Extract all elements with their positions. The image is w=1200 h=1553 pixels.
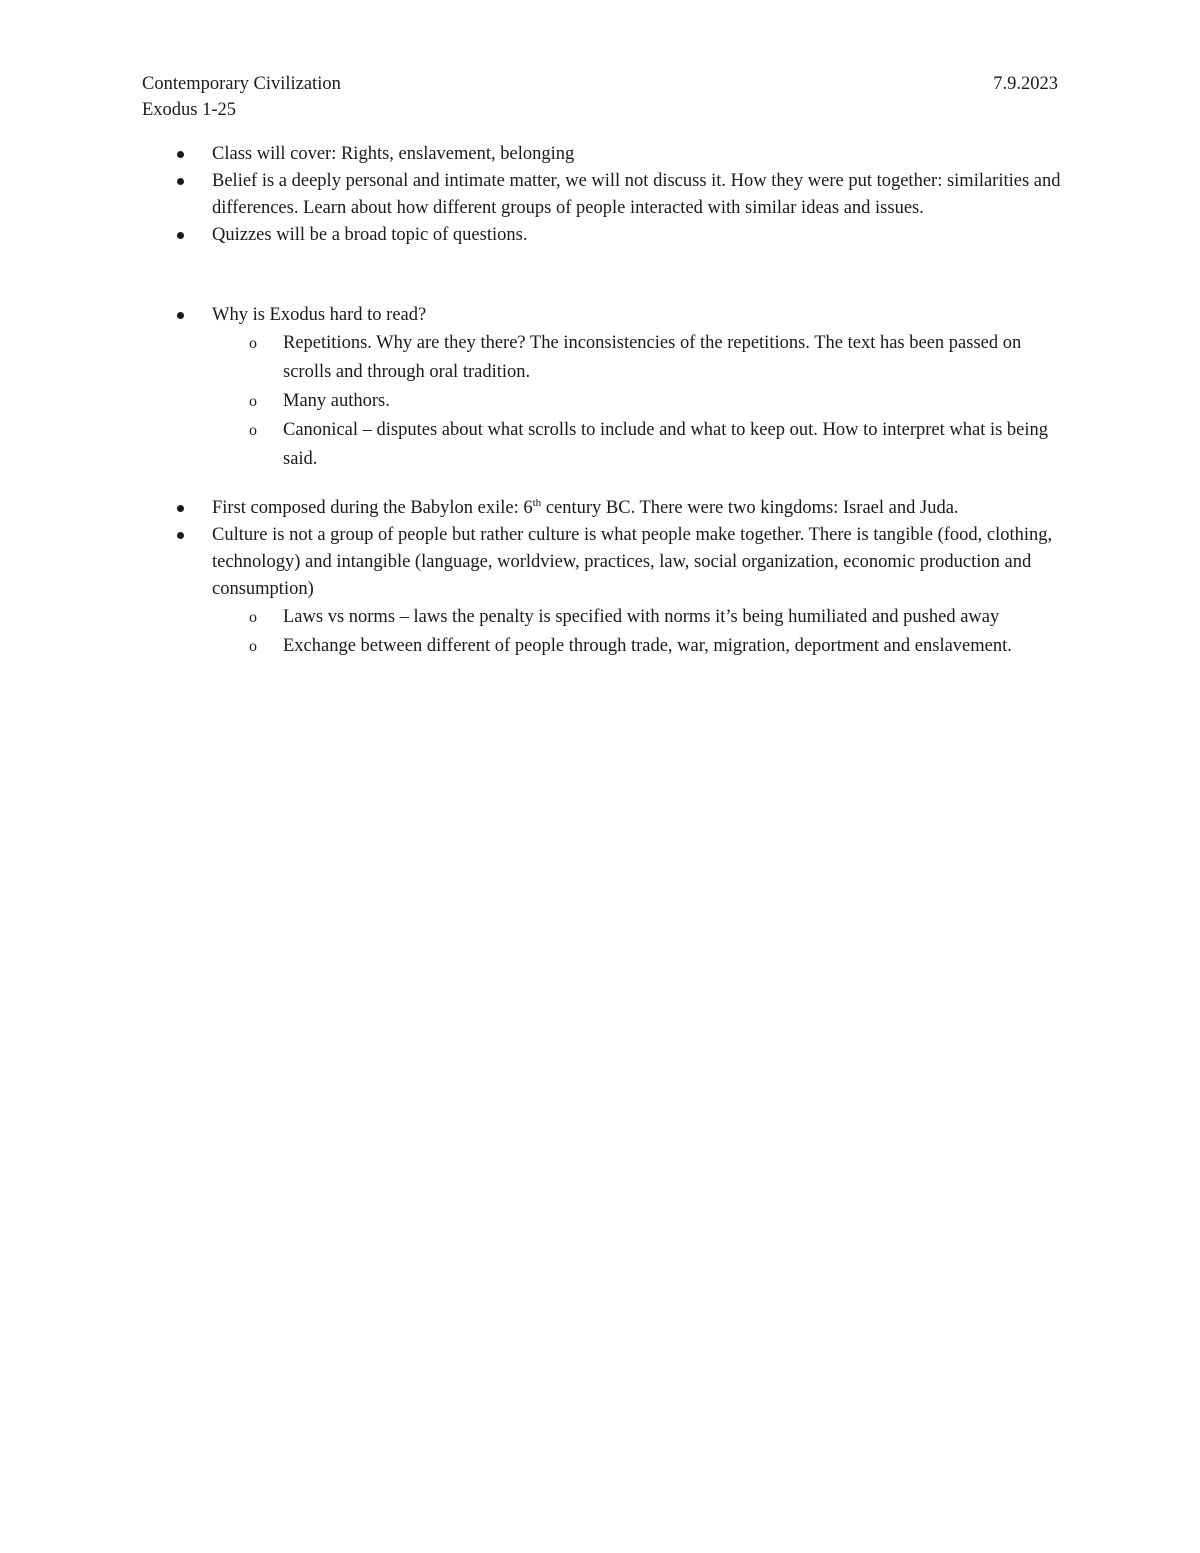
sub-list-item-text: Repetitions. Why are they there? The inconsistencies of the repetitions. The text has been passed on scrolls and through oral tradition. (283, 333, 1022, 382)
hollow-bullet-icon: o (249, 638, 257, 655)
sub-list-item (142, 329, 1062, 387)
bullet-icon (177, 312, 184, 319)
bullet-icon (177, 532, 184, 539)
sub-list-item (142, 632, 1062, 661)
bullet-icon (177, 232, 184, 239)
list-item-text: Belief is a deeply personal and intimate matter, we will not discuss it. How they were put together: similarities and differences. Learn about how different groups of people interacted with similar ideas and issues. (212, 171, 1061, 218)
document-header (142, 72, 1058, 96)
list-item (142, 141, 1062, 168)
list-item (142, 168, 1062, 222)
sub-list-item-text: Laws vs norms – laws the penalty is specified with norms it’s being humiliated and pushed away (283, 607, 1000, 627)
hollow-bullet-icon: o (249, 422, 257, 439)
list-item-text: Why is Exodus hard to read? (212, 305, 427, 325)
sub-list-item (142, 387, 1062, 416)
bullet-list-exodus (142, 302, 1062, 474)
bullet-icon (177, 178, 184, 185)
sub-list-item-text: Many authors. (283, 391, 390, 411)
sub-list (212, 329, 1062, 474)
document-subtitle: Exodus 1-25 (142, 100, 237, 120)
text-fragment: century BC. There were two kingdoms: Israel and Juda. (541, 498, 959, 518)
bullet-list-intro (142, 141, 1062, 249)
text-fragment: First composed during the Babylon exile: 6 (212, 498, 533, 518)
list-item (142, 222, 1062, 249)
list-item-text: Class will cover: Rights, enslavement, belonging (212, 144, 575, 164)
bullet-icon (177, 505, 184, 512)
document-date: 7.9.2023 (993, 74, 1058, 94)
hollow-bullet-icon: o (249, 609, 257, 626)
hollow-bullet-icon: o (249, 335, 257, 352)
list-item (142, 522, 1062, 661)
sub-list-item (142, 416, 1062, 474)
sub-list-item-text: Exchange between different of people through trade, war, migration, deportment and enslavement. (283, 636, 1012, 656)
bullet-icon (177, 151, 184, 158)
list-item-text: Quizzes will be a broad topic of questions. (212, 225, 528, 245)
sub-list-item (142, 603, 1062, 632)
list-item (142, 302, 1062, 474)
list-item (142, 495, 1062, 522)
course-title: Contemporary Civilization (142, 74, 341, 94)
bullet-list-history (142, 495, 1062, 661)
hollow-bullet-icon: o (249, 393, 257, 410)
superscript-text: th (532, 497, 542, 509)
sub-list (212, 603, 1062, 661)
list-item-text: Culture is not a group of people but rather culture is what people make together. There is tangible (food, clothing, technology) and intangible (language, worldview, practices, law, social organization, economic production and consumption) (212, 525, 1053, 599)
list-item-text (212, 498, 959, 518)
sub-list-item-text: Canonical – disputes about what scrolls to include and what to keep out. How to interpret what is being said. (283, 420, 1049, 469)
